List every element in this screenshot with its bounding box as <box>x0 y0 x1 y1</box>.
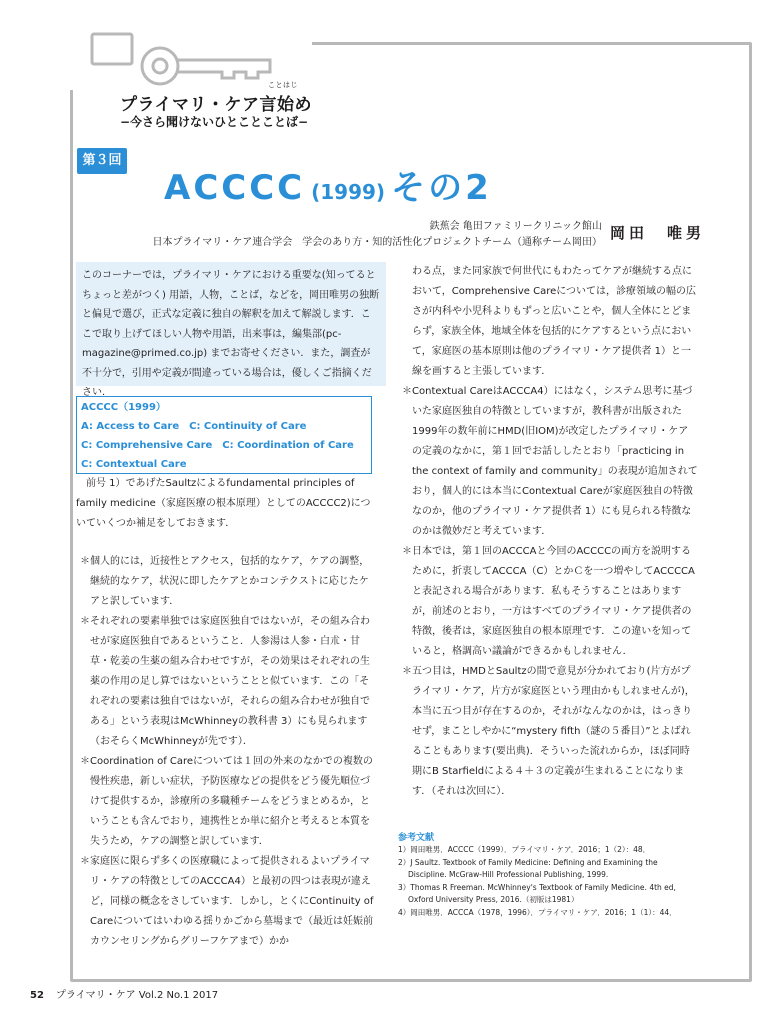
paragraph: 前号 1）であげたSaultzによるfundamental principles of family medicine（家庭医療の根本原理）としてのACCCC2)についていくつか補足をしておきます． <box>76 478 371 529</box>
title-year: (1999) <box>311 180 386 204</box>
intro-text: このコーナーでは，プライマリ・ケアにおける重要な(知ってるとちょっと差がつく) 用語，人物，ことば，などを，岡田唯男の独断と偏見で選び，正式な定義に独自の解釈を加えて解説します．ここで取り上げてほしい人物や用語，出来事は，編集部(pc-magazine@primed.co.jp) までお寄せください．また，調査が不十分で，引用や定義が間違っている場合は，優しくご指摘ください． <box>82 270 380 398</box>
acc-line: A: Access to Care C: Continuity of Care <box>81 421 307 432</box>
acc-line: C: Comprehensive Care C: Coordination of Care <box>81 440 354 451</box>
bullet-item: ＊日本では，第１回のACCCAと今回のACCCCの両方を説明するために，折衷してACCCA（C）とかＣを一つ増やしてACCCCAと表記される場合があります．私もそうすることはありますが，前述のとおり，一方はすべてのプライマリ・ケア提供者の特徴，後者は，家庭医独自の根本原理です．この違いを知っていると，格調高い議論ができるかもしれません． <box>402 546 695 657</box>
reference-item: 1）岡田唯男．ACCCC（1999）．プライマリ・ケア．2016；1（2）：48． <box>398 845 651 854</box>
bullet-item: ＊家庭医に限らず多くの医療職によって提供されるよいプライマリ・ケアの特徴としてのACCCA4）と最初の四つは表現が違えど，同様の概念をさしています．しかし，とくにContinuity of Careについてはいわゆる揺りかごから墓場まで（最近は妊娠前カウンセリングからグリーフケアまで）かか <box>80 856 374 947</box>
bullet-item: ＊それぞれの要素単独では家庭医独自ではないが，その組み合わせが家庭医独自であるということ．人参湯は人参・白朮・甘草・乾姜の生薬の組み合わせですが，その効果はそれぞれの生薬の作用の足し算ではないということと似ています．この「それぞれの要素は独自ではないが，それらの組み合わせが独自である」という表現はMcWhinneyの教科書 3）にも見られます（おそらくMcWhinneyが先です）． <box>80 616 370 747</box>
bullet-item: ＊個人的には，近接性とアクセス，包括的なケア，ケアの調整，継続的なケア，状況に即したケアとかコンテクストに応じたケアと訳しています． <box>80 556 370 607</box>
series-subtitle: −今さら聞けないひとことことば− <box>120 115 309 129</box>
series-title: プライマリ・ケア言始め ことはじ <box>120 81 312 115</box>
references-title: 参考文献 <box>398 833 435 843</box>
bullet-item: ＊Contextual CareはACCCA4）にはなく，システム思考に基づいた家庭医独自の特徴としていますが，教科書が出版された1999年の数年前にHMD(旧IOM)が改定したプライマリ・ケアの定義のなかに，第１回でお話ししたとおり「practicing in the context of family and community」の表現が追加されており，個人的には本当にContextual Careが家庭医独自の特徴なのか，他のプライマリ・ケア提供者 1）にも見られる特徴なのかは微妙だと考えています． <box>402 386 698 537</box>
intro-box <box>76 262 386 398</box>
article-title <box>164 160 492 209</box>
title-main: ACCCC <box>164 168 306 208</box>
author-name: 岡田 唯男 <box>610 224 706 242</box>
references-list <box>398 844 698 919</box>
right-column <box>398 262 698 802</box>
reference-item: 2）J Saultz. Textbook of Family Medicine: Defining and Examining the Discipline. McGraw-Hill Professional Publishing, 1999. <box>398 857 658 879</box>
reference-item: 3）Thomas R Freeman. McWhinney's Textbook of Family Medicine. 4th ed, Oxford University Press, 2016.（初版は1981） <box>398 882 676 904</box>
title-suffix: その2 <box>391 168 492 208</box>
left-column <box>76 474 374 952</box>
acc-box <box>76 396 372 474</box>
affiliation-line2: 日本プライマリ・ケア連合学会 学会のあり方・知的活性化プロジェクトチーム（通称チーム岡田） <box>152 237 602 248</box>
bullet-item: ＊Coordination of Careについては１回の外来のなかでの複数の慢性疾患，新しい症状，予防医療などの提供をどう優先順位づけて提供するか，診療所の多職種チームをどうまとめるか，ということも含んでおり，連携性とか単に紹介と考えると本質を失うため，ケアの調整と訳しています． <box>80 756 373 847</box>
reference-item: 4）岡田唯男．ACCCA（1978，1996）．プライマリ・ケア．2016；1（1）：44． <box>398 907 677 917</box>
paragraph: わる点，また同家族で何世代にもわたってケアが継続する点において，Comprehensive Careについては，診療領域の幅の広さが内科や小児科よりもずっと広いことや，個人全体にとどまらず，家族全体，地域全体を包括的にケアするという点において，家庭医の基本原則は他のプライマリ・ケア提供者 1）と一線を画すると主張しています． <box>412 266 697 377</box>
affiliation-line1: 鉄蕉会 亀田ファミリークリニック館山 <box>429 221 602 232</box>
journal-info: プライマリ・ケア Vol.2 No.1 2017 <box>55 990 219 1001</box>
bullet-item: ＊五つ目は，HMDとSaultzの間で意見が分かれており(片方がプライマリ・ケア，片方が家庭医という理由かもしれませんが)，本当に五つ目が存在するのか，それがなんなのかは，はっきりせず，まことしやかに“mystery fifth（謎の５番目）”とよばれることもあります(要出典)．そういった流れからか，ほぼ同時期にB Starfieldによる４＋３の定義が生まれることになります．（それは次回に）． <box>402 666 695 797</box>
issue-badge: 第３回 <box>77 148 127 174</box>
page-footer <box>30 986 218 1001</box>
series-ruby: ことはじ <box>268 81 298 89</box>
acc-line: C: Contextual Care <box>81 459 187 470</box>
acc-line: ACCCC（1999） <box>81 402 166 413</box>
page-number: 52 <box>30 990 44 1001</box>
